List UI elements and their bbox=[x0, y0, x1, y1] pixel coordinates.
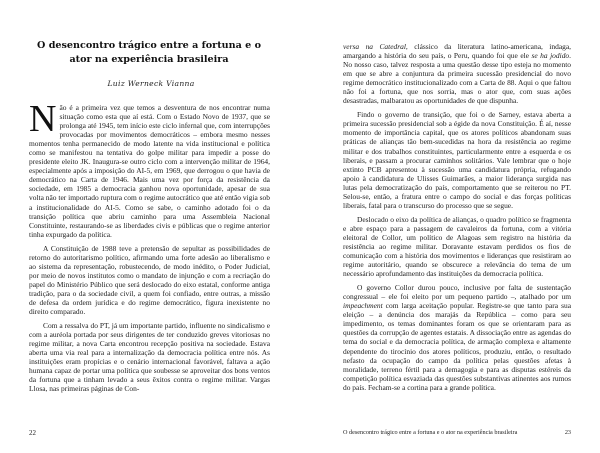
paragraph: Findo o governo de transição, que foi o de Sarney, estava aberta a primeira sucessão presidencial sob a égide da nova Constituição. É aí, nesse momento de importância capital, que os atores políticos abandonam suas práticas de alianças tão bem-sucedidas na hora da resistência ao regime militar e dos trabalhos constituintes, particularmente entre a esquerda e os liberais, e passam a procurar caminhos solitários. Vale lembrar que o hoje extinto PCB apresentou à sucessão uma candidatura própria, refugando apoio à candidatura de Ulisses Guimarães, a maior liderança surgida nas lutas pela democratização do país, comportamento que se reiterou no PT. Selou-se, então, a fratura entre o campo do social e das forças políticas liberais, fatal para o transcurso do processo que se segue. bbox=[343, 110, 571, 210]
paragraph: O governo Collor durou pouco, inclusive por falta de sustentação congressual – ele foi eleito por um pequeno partido –, atalhado por um impeachment com larga aceitação popular. Registre-se que tanto para sua eleição – a denúncia dos marajás da República – como para seu impedimento, os temas dominantes foram os que se orientaram para as questões da corrupção de agentes estatais. A dissociação entre as agendas do tema do social e da democracia política, de armação complexa e altamente dependente do tirocínio dos atores políticos, produziu, então, o resultado nefasto da ocupação do campo da política pelas questões afetas à moralidade, terreno fértil para a demagogia e para as disputas estéreis da competição política esvaziada das questões substantivas atinentes aos rumos do país. Fecham-se a cortina para a grande política. bbox=[343, 283, 571, 392]
article-author: Luiz Werneck Vianna bbox=[107, 79, 195, 88]
right-column-text bbox=[343, 42, 571, 392]
paragraph: Com a ressalva do PT, já um importante partido, influente no sindicalismo e com a auréola portada por seus dirigentes de ter conduzido greves vitoriosas no regime militar, a nova Carta encontrou recepção positiva na sociedade. Estava aberta uma via real para a internalização da democracia política entre nós. As instituições eram propícias e o cenário internacional favorável, faltava a ação humana capaz de portar uma política que soubesse se aproveitar dos bons ventos da fortuna que a tinham levado a seus êxitos contra o regime militar. Vargas Llosa, nas primeiras páginas de Con- bbox=[29, 321, 270, 394]
right-page bbox=[300, 0, 600, 453]
drop-cap: N bbox=[29, 98, 57, 140]
paragraph: A Constituição de 1988 teve a pretensão de sepultar as possibilidades de retorno do autoritarismo político, afirmando uma forte adesão ao liberalismo e ao sistema da representação, robustecendo, de modo inédito, o Poder Judicial, por meio de novos institutos como o mandato de injunção e com a recriação do papel do Ministério Público que será deslocado do eixo estatal, conforme antiga tradição, para o da sociedade civil, a quem foi confiado, entre outras, a missão de defesa da ordem jurídica e do regime democrático, figura inexistente no direito comparado. bbox=[29, 243, 270, 317]
paragraph: Deslocado o eixo da política de alianças, o quadro político se fragmenta e abre espaço para a passagem de cavaleiros da fortuna, com a vitória eleitoral de Collor, um político de Alagoas sem registro na história da resistência ao regime militar. Doravante estavam perdidos os fios de comunicação com a história dos movimentos e lideranças que resistiram ao regime autoritário, quando se obscurece a relevância do tema de um necessário aprofundamento das instituições da democracia política. bbox=[343, 214, 571, 279]
page-number-left: 22 bbox=[29, 429, 36, 437]
left-column-text bbox=[29, 98, 270, 394]
article-title: O desencontro trágico entre a fortuna e o ator na experiência brasileira bbox=[37, 40, 261, 65]
footer-title: O desencontro trágico entre a fortuna e o ator na experiência brasileira bbox=[343, 429, 518, 436]
paragraph: versa na Catedral, clássico da literatura latino-americana, indaga, amargando a história do seu país, o Peru, quando foi que ele se ha jodido. No nosso caso, talvez resposta a uma questão desse tipo esteja no momento em que se abre a conjuntura da primeira sucessão presidencial do novo regime democrático institucionalizado com a Carta de 88. Aqui o que faltou não foi a fortuna, que nos sorria, mas o ator que, com suas ações desastradas, malbaratou as oportunidades de que dispunha. bbox=[343, 42, 571, 106]
page-number-right: 23 bbox=[564, 429, 571, 436]
running-footer bbox=[343, 429, 571, 436]
paragraph: Não é a primeira vez que temos a desventura de nos encontrar numa situação como esta que aí está. Com o Estado Novo de 1937, que se prolonga até 1945, tem início este ciclo infernal que, com interrupções provocadas por movimentos democráticos – embora mesmo nesses momentos tenha permanecido de modo latente na vida institucional e política como se manifestou na tentativa do golpe militar para impedir a posse do presidente eleito JK. Inaugura-se outro ciclo com a intervenção militar de 1964, especialmente após a imposição do AI-5, em 1969, que derrogou o que havia de democrático na Carta de 1946. Mais uma vez por força da resistência da sociedade, em 1985 a democracia ganhou nova oportunidade, apesar de sua volta não ter importado ruptura com o regime autocrático que até então vigia sob a institucionalidade do AI-5. Como se sabe, o caminho adotado foi o da transição política que abriu caminho para uma Assembleia Nacional Constituinte, restaurando-se as liberdades civis e públicas que o regime anterior tinha expurgado da política. bbox=[29, 98, 270, 239]
